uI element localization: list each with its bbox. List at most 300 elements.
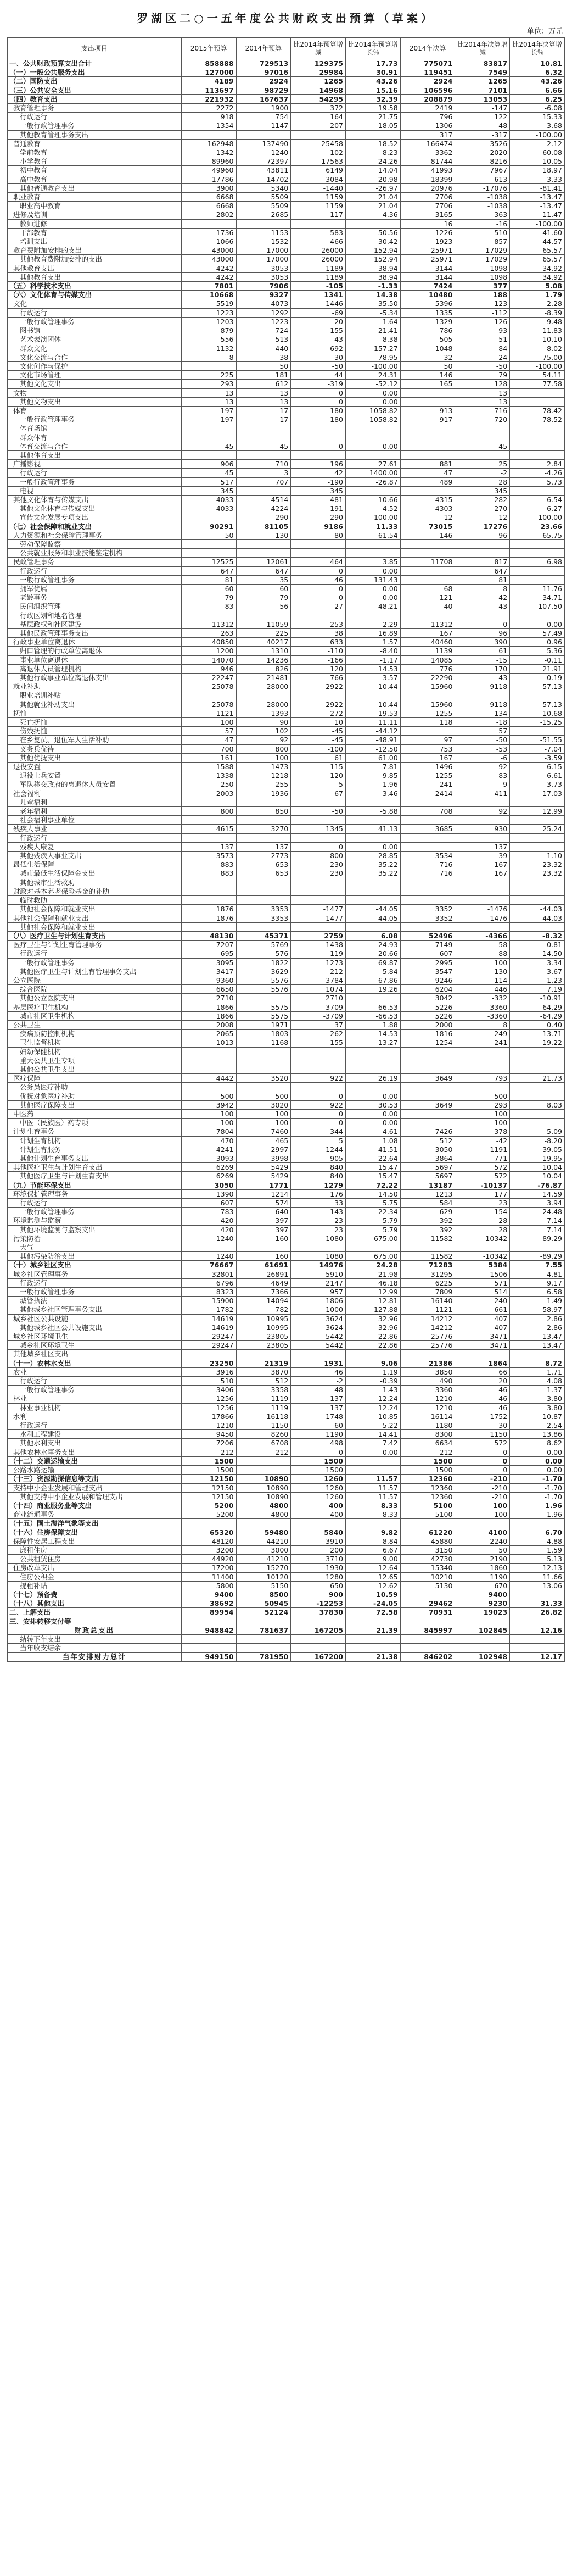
value-cell <box>510 878 565 887</box>
value-cell <box>455 922 510 931</box>
table-row <box>8 718 565 727</box>
value-cell: 10210 <box>400 1572 455 1581</box>
value-cell: 1260 <box>291 1475 346 1483</box>
value-cell: 166474 <box>400 139 455 148</box>
value-cell: -0.11 <box>510 655 565 664</box>
table-row <box>8 1439 565 1448</box>
value-cell: 1803 <box>236 1030 291 1038</box>
value-cell: 5429 <box>236 1172 291 1181</box>
table-row <box>8 1252 565 1261</box>
value-cell <box>291 691 346 700</box>
value-cell <box>345 1047 400 1056</box>
table-row <box>8 1127 565 1136</box>
value-cell <box>345 1056 400 1065</box>
value-cell <box>510 575 565 584</box>
value-cell: 3998 <box>236 1154 291 1162</box>
value-cell: 1931 <box>291 1359 346 1367</box>
value-cell: 22.86 <box>345 1341 400 1350</box>
row-label-cell: 文物 <box>8 388 182 397</box>
value-cell: 41210 <box>236 1555 291 1564</box>
value-cell: 2.86 <box>510 1323 565 1332</box>
value-cell: 378 <box>455 1127 510 1136</box>
table-row <box>8 1634 565 1643</box>
value-cell <box>236 994 291 1003</box>
value-cell: -9.48 <box>510 317 565 326</box>
value-cell: 31295 <box>400 1270 455 1278</box>
table-row <box>8 469 565 477</box>
table-row <box>8 1430 565 1439</box>
row-label-cell: （十五）国土海洋气象等支出 <box>8 1519 182 1528</box>
value-cell: 176 <box>291 1189 346 1198</box>
value-cell: 0.96 <box>510 638 565 647</box>
value-cell: 8500 <box>236 1590 291 1599</box>
value-cell: 1119 <box>236 1394 291 1403</box>
value-cell: 782 <box>236 1305 291 1314</box>
value-cell: -8 <box>455 584 510 593</box>
value-cell: 70931 <box>400 1608 455 1617</box>
row-label-cell: 行政运行 <box>8 308 182 317</box>
value-cell: 40460 <box>400 638 455 647</box>
row-label-cell: 三、安排转移支付等 <box>8 1617 182 1626</box>
value-cell: 3629 <box>236 967 291 976</box>
table-row <box>8 1590 565 1599</box>
value-cell: 2008 <box>181 1020 236 1029</box>
value-cell: 14070 <box>181 655 236 664</box>
row-label-cell: 行政运行 <box>8 113 182 121</box>
value-cell: -240 <box>455 1297 510 1305</box>
table-row <box>8 344 565 353</box>
value-cell: -2 <box>291 1377 346 1386</box>
table-row <box>8 1528 565 1537</box>
value-cell: 46 <box>455 1394 510 1403</box>
table-row <box>8 282 565 291</box>
value-cell: 1500 <box>291 1466 346 1475</box>
value-cell: -3709 <box>291 1011 346 1020</box>
value-cell: 21.04 <box>345 193 400 202</box>
row-label-cell: 中医药 <box>8 1109 182 1118</box>
value-cell: 48130 <box>181 931 236 940</box>
value-cell: 60 <box>236 584 291 593</box>
value-cell: -1.70 <box>510 1475 565 1483</box>
value-cell: 407 <box>455 1314 510 1323</box>
value-cell <box>455 539 510 548</box>
value-cell <box>345 611 400 620</box>
value-cell: 21.91 <box>510 664 565 673</box>
table-row <box>8 1537 565 1545</box>
value-cell <box>236 1350 291 1359</box>
value-cell: 29247 <box>181 1332 236 1341</box>
table-row <box>8 647 565 655</box>
value-cell: 37 <box>291 1020 346 1029</box>
value-cell: -12 <box>455 513 510 522</box>
value-cell: 100 <box>181 1119 236 1127</box>
value-cell: 43 <box>455 602 510 611</box>
value-cell: -1.70 <box>510 1483 565 1492</box>
value-cell <box>291 816 346 825</box>
value-cell: 100 <box>455 1501 510 1510</box>
value-cell: -2020 <box>455 148 510 157</box>
row-label-cell: 基层医疗卫生机构 <box>8 1003 182 1011</box>
value-cell <box>455 1083 510 1092</box>
row-label-cell: 公务员医疗补助 <box>8 1083 182 1092</box>
value-cell: -3526 <box>455 139 510 148</box>
table-row <box>8 139 565 148</box>
value-cell: 25776 <box>400 1332 455 1341</box>
value-cell <box>400 1243 455 1252</box>
value-cell: 46 <box>291 1367 346 1376</box>
value-cell: 253 <box>291 620 346 628</box>
value-cell: 14976 <box>291 1261 346 1270</box>
value-cell <box>400 1109 455 1118</box>
value-cell: 29462 <box>400 1599 455 1608</box>
row-label-cell: 疾病预防控制机构 <box>8 1030 182 1038</box>
value-cell: 17 <box>236 415 291 424</box>
value-cell: 13 <box>455 397 510 406</box>
value-cell: 850 <box>236 807 291 816</box>
value-cell: 10.59 <box>345 1590 400 1599</box>
value-cell: 167 <box>400 753 455 762</box>
value-cell: 489 <box>400 477 455 486</box>
value-cell: 26000 <box>291 246 346 255</box>
value-cell: -771 <box>455 1154 510 1162</box>
value-cell: 26000 <box>291 255 346 264</box>
row-label-cell: 其他医疗卫生与计划生育支出 <box>8 1172 182 1181</box>
row-label-cell: 农业 <box>8 1367 182 1376</box>
value-cell: 5396 <box>400 299 455 308</box>
value-cell: -166 <box>291 655 346 664</box>
value-cell: 1189 <box>291 272 346 281</box>
value-cell: 0.00 <box>510 1456 565 1465</box>
row-label-cell: 一般行政管理事务 <box>8 575 182 584</box>
value-cell: 38 <box>236 353 291 361</box>
value-cell: 23.66 <box>510 522 565 531</box>
value-cell: 102 <box>236 727 291 736</box>
value-cell <box>510 450 565 459</box>
table-row <box>8 1216 565 1225</box>
value-cell: 207 <box>291 121 346 130</box>
value-cell: 45 <box>181 469 236 477</box>
value-cell: 572 <box>455 1172 510 1181</box>
row-label-cell: （二）国防支出 <box>8 77 182 86</box>
value-cell: -10.44 <box>345 700 400 709</box>
value-cell <box>291 130 346 139</box>
value-cell: 51 <box>455 335 510 344</box>
value-cell <box>236 424 291 433</box>
table-row <box>8 1278 565 1287</box>
value-cell <box>455 1243 510 1252</box>
value-cell <box>510 922 565 931</box>
row-label-cell: 财政总支出 <box>8 1626 182 1634</box>
row-label-cell: 宣传文化发展专项支出 <box>8 513 182 522</box>
value-cell: 14.59 <box>510 1189 565 1198</box>
value-cell: 505 <box>400 335 455 344</box>
value-cell: 7206 <box>181 1439 236 1448</box>
table-row <box>8 771 565 780</box>
table-row <box>8 299 565 308</box>
table-row <box>8 104 565 113</box>
value-cell: 25.24 <box>510 825 565 833</box>
table-row <box>8 825 565 833</box>
value-cell: -20 <box>291 317 346 326</box>
value-cell: 670 <box>455 1581 510 1590</box>
value-cell: 19.58 <box>345 104 400 113</box>
table-row <box>8 361 565 370</box>
value-cell: 775071 <box>400 59 455 68</box>
value-cell: 7967 <box>455 166 510 175</box>
table-row <box>8 1564 565 1572</box>
value-cell: 225 <box>181 371 236 380</box>
value-cell: 11059 <box>236 620 291 628</box>
table-row <box>8 210 565 219</box>
value-cell: 1354 <box>181 121 236 130</box>
value-cell <box>345 1065 400 1073</box>
value-cell: -11.76 <box>510 584 565 593</box>
row-label-cell: （十六）住房保障支出 <box>8 1528 182 1537</box>
table-row <box>8 949 565 958</box>
row-label-cell: （十七）预备费 <box>8 1590 182 1599</box>
value-cell: -19.22 <box>510 1038 565 1047</box>
value-cell: -6.54 <box>510 495 565 504</box>
row-label-cell: 抚恤 <box>8 709 182 717</box>
value-cell: 45 <box>236 442 291 450</box>
value-cell: 16140 <box>400 1297 455 1305</box>
value-cell <box>181 549 236 558</box>
value-cell: 1438 <box>291 941 346 949</box>
row-label-cell: 其他民政管理事务支出 <box>8 629 182 638</box>
value-cell: 710 <box>236 460 291 469</box>
value-cell: -1.17 <box>345 655 400 664</box>
value-cell: 4.81 <box>510 1270 565 1278</box>
value-cell: 3.57 <box>345 674 400 682</box>
value-cell: 8.23 <box>345 148 400 157</box>
value-cell: 25078 <box>181 700 236 709</box>
value-cell: 2995 <box>400 958 455 967</box>
value-cell: 122 <box>455 113 510 121</box>
value-cell: 1203 <box>181 317 236 326</box>
row-label-cell: （四）教育支出 <box>8 94 182 103</box>
value-cell: 21319 <box>236 1359 291 1367</box>
value-cell: -317 <box>455 130 510 139</box>
value-cell: 21.41 <box>345 326 400 335</box>
table-row <box>8 1297 565 1305</box>
value-cell: 25458 <box>291 139 346 148</box>
column-header: 比2014年决算增减 <box>455 38 510 59</box>
row-label-cell: 群众体育 <box>8 433 182 442</box>
value-cell: 83817 <box>455 59 510 68</box>
value-cell <box>291 798 346 806</box>
row-label-cell: 其他水利支出 <box>8 1439 182 1448</box>
table-row <box>8 1617 565 1626</box>
value-cell: -50 <box>291 361 346 370</box>
row-label-cell: 其他体育支出 <box>8 450 182 459</box>
value-cell: 3 <box>236 469 291 477</box>
table-row <box>8 371 565 380</box>
value-cell <box>181 513 236 522</box>
value-cell: 7.14 <box>510 1225 565 1234</box>
table-row <box>8 442 565 450</box>
value-cell <box>236 1456 291 1465</box>
row-label-cell: 污染防治 <box>8 1234 182 1243</box>
value-cell: 6269 <box>181 1172 236 1181</box>
value-cell: -0.39 <box>345 1377 400 1386</box>
value-cell: 90291 <box>181 522 236 531</box>
value-cell: 2.54 <box>510 1421 565 1430</box>
value-cell: 102845 <box>455 1626 510 1634</box>
value-cell <box>181 691 236 700</box>
value-cell: 249 <box>455 1030 510 1038</box>
row-label-cell: 其他城乡社区公共设施支出 <box>8 1323 182 1332</box>
value-cell: 397 <box>236 1216 291 1225</box>
value-cell: 1098 <box>455 264 510 272</box>
value-cell: 57.13 <box>510 682 565 691</box>
value-cell: -466 <box>291 237 346 246</box>
value-cell: 61 <box>291 753 346 762</box>
value-cell: 766 <box>291 674 346 682</box>
row-label-cell: 职业高中教育 <box>8 202 182 210</box>
value-cell: 290 <box>236 513 291 522</box>
value-cell: 10.04 <box>510 1163 565 1172</box>
value-cell: -1477 <box>291 914 346 922</box>
value-cell: 167200 <box>291 1653 346 1661</box>
value-cell <box>455 433 510 442</box>
value-cell: 1500 <box>181 1456 236 1465</box>
value-cell <box>345 130 400 139</box>
value-cell: 900 <box>291 1590 346 1599</box>
value-cell <box>400 1119 455 1127</box>
value-cell: 500 <box>455 1092 510 1100</box>
value-cell: 1168 <box>236 1038 291 1047</box>
value-cell: 1139 <box>400 647 455 655</box>
value-cell: 12360 <box>400 1492 455 1501</box>
value-cell <box>510 833 565 842</box>
table-row <box>8 1154 565 1162</box>
table-row <box>8 753 565 762</box>
value-cell: 14.38 <box>345 291 400 299</box>
value-cell: 7149 <box>400 941 455 949</box>
table-row <box>8 994 565 1003</box>
value-cell: 1240 <box>236 148 291 157</box>
table-row <box>8 744 565 753</box>
table-row <box>8 1083 565 1092</box>
value-cell <box>181 1644 236 1653</box>
table-row <box>8 709 565 717</box>
value-cell: 3870 <box>236 1367 291 1376</box>
value-cell: 21.98 <box>345 1270 400 1278</box>
row-label-cell: 当年收支结余 <box>8 1644 182 1653</box>
row-label-cell: 退役安置 <box>8 763 182 771</box>
column-header: 比2014年预算增长％ <box>345 38 400 59</box>
value-cell: 708 <box>400 807 455 816</box>
value-cell: 43000 <box>181 255 236 264</box>
value-cell: 34.92 <box>510 272 565 281</box>
row-label-cell: （五）科学技术支出 <box>8 282 182 291</box>
value-cell: 48 <box>455 121 510 130</box>
value-cell: 7424 <box>400 282 455 291</box>
row-label-cell: 水利 <box>8 1412 182 1421</box>
row-label-cell: 妇幼保健机构 <box>8 1047 182 1056</box>
value-cell: -130 <box>455 967 510 976</box>
value-cell: 12150 <box>181 1475 236 1483</box>
table-row <box>8 620 565 628</box>
row-label-cell: （一）一般公共服务支出 <box>8 68 182 77</box>
value-cell: 10.85 <box>345 1412 400 1421</box>
value-cell <box>510 727 565 736</box>
table-row <box>8 94 565 103</box>
value-cell: -716 <box>455 406 510 415</box>
row-label-cell: 计划生育机构 <box>8 1136 182 1145</box>
value-cell: 464 <box>291 558 346 566</box>
value-cell: 8.84 <box>345 1537 400 1545</box>
table-row <box>8 388 565 397</box>
table-row <box>8 1581 565 1590</box>
value-cell: 3362 <box>400 148 455 157</box>
value-cell: 11582 <box>400 1234 455 1243</box>
value-cell: 1500 <box>400 1456 455 1465</box>
value-cell <box>291 887 346 895</box>
table-row <box>8 531 565 539</box>
value-cell: -5.84 <box>345 967 400 976</box>
value-cell: 28.85 <box>345 852 400 860</box>
value-cell: 160 <box>236 1252 291 1261</box>
row-label-cell: （十八）其他支出 <box>8 1599 182 1608</box>
value-cell: 6.32 <box>510 68 565 77</box>
row-label-cell: 行政运行 <box>8 469 182 477</box>
table-row <box>8 1270 565 1278</box>
value-cell <box>455 1644 510 1653</box>
value-cell: -10.66 <box>345 495 400 504</box>
value-cell: -7.04 <box>510 744 565 753</box>
value-cell <box>181 1350 236 1359</box>
value-cell <box>236 798 291 806</box>
table-row <box>8 1475 565 1483</box>
table-row <box>8 1208 565 1216</box>
value-cell <box>510 1047 565 1056</box>
value-cell: 39 <box>455 852 510 860</box>
value-cell: 2685 <box>236 210 291 219</box>
value-cell: 5697 <box>400 1172 455 1181</box>
value-cell: 754 <box>236 113 291 121</box>
value-cell: 57.13 <box>510 700 565 709</box>
value-cell: 1159 <box>291 202 346 210</box>
value-cell <box>291 1617 346 1626</box>
value-cell: -24 <box>455 353 510 361</box>
value-cell: 607 <box>400 949 455 958</box>
value-cell <box>400 388 455 397</box>
row-label-cell: 一般行政管理事务 <box>8 1386 182 1394</box>
value-cell: -241 <box>455 1038 510 1047</box>
value-cell: -30 <box>291 353 346 361</box>
column-header: 2014年决算 <box>400 38 455 59</box>
value-cell: -100.00 <box>510 130 565 139</box>
value-cell: 3050 <box>181 1181 236 1189</box>
table-row <box>8 1074 565 1083</box>
table-row <box>8 1047 565 1056</box>
row-label-cell: 二、上解支出 <box>8 1608 182 1617</box>
value-cell: 61.00 <box>345 753 400 762</box>
value-cell: 345 <box>291 486 346 495</box>
value-cell <box>291 1634 346 1643</box>
table-row <box>8 1367 565 1376</box>
value-cell: 10890 <box>236 1492 291 1501</box>
value-cell: 43000 <box>181 246 236 255</box>
value-cell: 12150 <box>181 1492 236 1501</box>
value-cell: 1822 <box>236 958 291 967</box>
value-cell: 17276 <box>455 522 510 531</box>
value-cell: 1.19 <box>345 1367 400 1376</box>
table-row <box>8 193 565 202</box>
value-cell: 3942 <box>181 1100 236 1109</box>
value-cell: 0 <box>291 584 346 593</box>
